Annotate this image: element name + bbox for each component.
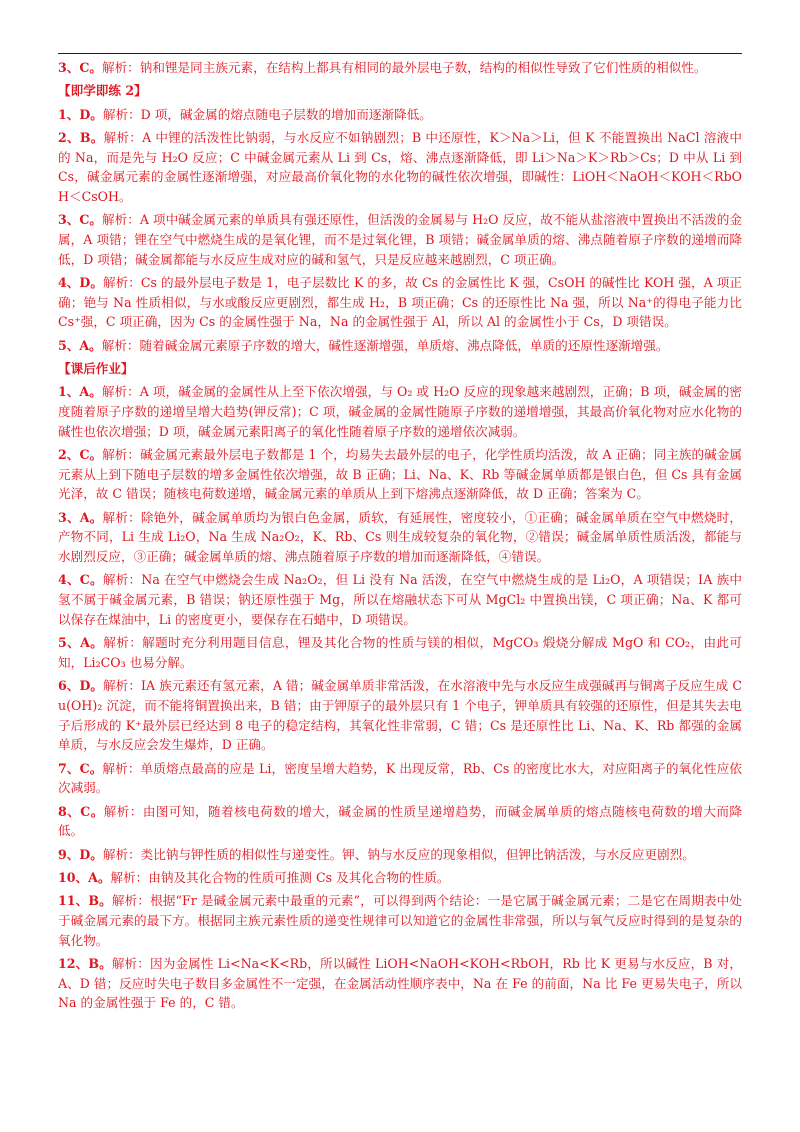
answer-number: 5、A。: [58, 337, 102, 353]
answer-sheet: [58, 58, 742, 1017]
answer-number: 6、D。: [58, 678, 104, 694]
answer-text: 解析：根据“Fr 是碱金属元素中最重的元素”，可以得到两个结论：一是它属于碱金属元素；二是它在周期表中处于碱金属元素的最下方。根据同主族元素性质的递变性规律可以知道它的金属性非常强，所以与氧气反应时得到的是复杂的氧化物。: [58, 893, 742, 948]
answer-number: 5、A。: [58, 635, 104, 651]
answer-text: 解析：类比钠与钾性质的相似性与递变性。钾、钠与水反应的现象相似，但钾比钠活泼，与水反应更剧烈。: [102, 846, 695, 862]
homework-answer-9: [58, 845, 742, 865]
answer-text: 解析：A 项，碱金属的金属性从上至下依次增强，与 O₂ 或 H₂O 反应的现象越来越剧烈，正确；B 项，碱金属的密度随着原子序数的递增呈增大趋势(钾反常)；C 项，碱金属的金属性随原子序数的递增增强，其最高价氧化物对应水化物的碱性也依次增强；D 项，碱金属元素阳离子的氧化性随着原子序数的递增依次减弱。: [58, 384, 742, 439]
practice-answer-1: [58, 105, 742, 125]
homework-answer-3: [58, 508, 742, 567]
answer-number: 9、D。: [58, 846, 103, 862]
answer-number: 2、C。: [58, 447, 103, 462]
answer-number: 4、D。: [58, 275, 104, 290]
homework-answer-4: [58, 570, 742, 629]
homework-answer-6: [58, 676, 742, 755]
header-rule: [58, 53, 742, 54]
section-heading-practice: 【即学即练 2】: [58, 83, 147, 99]
answer-text: 解析：碱金属元素最外层电子数都是 1 个，均易失去最外层的电子，化学性质均活泼，故 A 正确；同主族的碱金属元素从上到下随电子层数的增多金属性依次增强，故 B 正确；Li、Na、K、Rb 等碱金属单质都是银白色，但 Cs 具有金属光泽，故 C 错误；随核电荷数递增，碱金属元素的单质从上到下熔沸点逐渐降低，故 D 正确；答案为 C。: [58, 447, 742, 502]
answer-number: 3、C。: [58, 212, 103, 228]
answer-number: 4、C。: [58, 572, 103, 588]
answer-number: 3、C。: [58, 60, 102, 75]
answer-number: 11、B。: [58, 893, 112, 909]
answer-text: 解析：Cs 的最外层电子数是 1，电子层数比 K 的多，故 Cs 的金属性比 K 强，CsOH 的碱性比 KOH 强，A 项正确；铯与 Na 性质相似，与水或酸反应更剧烈，都生成 H₂，B 项正确；Cs 的还原性比 Na 强，所以 Na⁺的得电子能力比 Cs⁺强，C 项正确，因为 Cs 的金属性强于 Na，Na 的金属性强于 Al，所以 Al 的金属性小于 Cs，D 项错误。: [58, 275, 742, 330]
answer-intro-3: [58, 58, 742, 78]
answer-number: 12、B。: [58, 955, 112, 971]
practice-answer-5: [58, 336, 742, 356]
answer-text: 解析：随着碱金属元素原子序数的增大，碱性逐渐增强，单质熔、沸点降低，单质的还原性逐渐增强。: [101, 337, 669, 353]
answer-text: 解析：Na 在空气中燃烧会生成 Na₂O₂，但 Li 没有 Na 活泼，在空气中燃烧生成的是 Li₂O，A 项错误；ⅠA 族中氢不属于碱金属元素，B 错误；钠还原性强于 Mg，所以在熔融状态下可从 MgCl₂ 中置换出镁，C 项正确；Na、K 都可以保存在煤油中，Li 的密度更小，要保存在石蜡中，D 项错误。: [58, 572, 742, 627]
answer-number: 7、C。: [58, 760, 103, 776]
answer-number: 1、A。: [58, 384, 102, 400]
practice-answer-3: [58, 210, 742, 269]
answer-text: 解析：因为金属性 Li<Na<K<Rb，所以碱性 LiOH<NaOH<KOH<RbOH，Rb 比 K 更易与水反应，B 对，A、D 错；反应时失电子数目多金属性不一定强，在金属活动性顺序表中，Na 在 Fe 的前面，Na 比 Fe 更易失电子，所以 Na 的金属性强于 Fe 的，C 错。: [58, 955, 742, 1011]
answer-number: 2、B。: [58, 129, 104, 145]
answer-number: 1、D。: [58, 106, 103, 122]
practice-answer-4: [58, 273, 742, 332]
answer-text: 解析：A 项中碱金属元素的单质具有强还原性，但活泼的金属易与 H₂O 反应，故不能从盐溶液中置换出不活泼的金属，A 项错；锂在空气中燃烧生成的是氧化锂，而不是过氧化锂，B 项错；碱金属单质的熔、沸点随着原子序数的递增而降低，D 项错；碱金属都能与水反应生成对应的碱和氢气，只是反应越来越剧烈，C 项正确。: [58, 212, 742, 267]
homework-answer-11: [58, 891, 742, 950]
homework-answer-7: [58, 759, 742, 798]
answer-number: 10、A。: [58, 869, 111, 885]
answer-text: 解析：由钠及其化合物的性质可推测 Cs 及其化合物的性质。: [110, 869, 450, 885]
answer-text: 解析：除铯外，碱金属单质均为银白色金属，质软，有延展性，密度较小，①正确；碱金属单质在空气中燃烧时，产物不同，Li 生成 Li₂O，Na 生成 Na₂O₂，K、Rb、Cs 则生成较复杂的氧化物，②错误；碱金属单质性质活泼，都能与水剧烈反应，③正确；碱金属单质的熔、沸点随着原子序数的增加而逐渐降低，④错误。: [58, 509, 742, 565]
section-heading-homework: 【课后作业】: [58, 361, 134, 376]
homework-answer-10: [58, 868, 742, 888]
answer-number: 3、A。: [58, 509, 103, 525]
homework-answer-8: [58, 802, 742, 841]
answer-text: 解析：解题时充分利用题目信息，锂及其化合物的性质与镁的相似，MgCO₃ 煅烧分解成 MgO 和 CO₂，由此可知，Li₂CO₃ 也易分解。: [58, 635, 742, 670]
answer-text: 解析：单质熔点最高的应是 Li，密度呈增大趋势，K 出现反常，Rb、Cs 的密度比水大，对应阳离子的氧化性应依次减弱。: [58, 760, 742, 796]
homework-answer-5: [58, 633, 742, 672]
answer-text: 解析：ⅠA 族元素还有氢元素，A 错；碱金属单质非常活泼，在水溶液中先与水反应生成强碱再与铜离子反应生成 Cu(OH)₂ 沉淀，而不能将铜置换出来，B 错；由于钾原子的最外层只有 1 个电子，钾单质具有较强的还原性，但是其失去电子后形成的 K⁺最外层已经达到 8 电子的稳定结构，其氧化性非常弱，C 错；Cs 是还原性比 Li、Na、K、Rb 都强的金属单质，与水反应会发生爆炸，D 正确。: [58, 678, 742, 753]
practice-answer-2: [58, 128, 742, 207]
answer-text: 解析：由图可知，随着核电荷数的增大，碱金属的性质呈递增趋势，而碱金属单质的熔点随核电荷数的增大而降低。: [58, 803, 743, 839]
answer-text: 解析：D 项，碱金属的熔点随电子层数的增加而逐渐降低。: [102, 106, 432, 122]
answer-text: 解析：钠和锂是同主族元素，在结构上都具有相同的最外层电子数，结构的相似性导致了它们性质的相似性。: [101, 60, 707, 75]
answer-number: 8、C。: [58, 803, 104, 819]
homework-answer-1: [58, 382, 742, 441]
answer-text: 解析：A 中锂的活泼性比钠弱，与水反应不如钠剧烈；B 中还原性，K＞Na＞Li，但 K 不能置换出 NaCl 溶液中的 Na，而是先与 H₂O 反应；C 中碱金属元素从 Li 到 Cs，熔、沸点逐渐降低，即 Li＞Na＞K＞Rb＞Cs；D 中从 Li 到 Cs，碱金属元素的金属性逐渐增强，对应最高价氧化物的水化物的碱性依次增强，即碱性：LiOH＜NaOH＜KOH＜RbOH＜CsOH。: [58, 129, 742, 204]
homework-answer-12: [58, 954, 742, 1013]
homework-answer-2: [58, 445, 742, 504]
